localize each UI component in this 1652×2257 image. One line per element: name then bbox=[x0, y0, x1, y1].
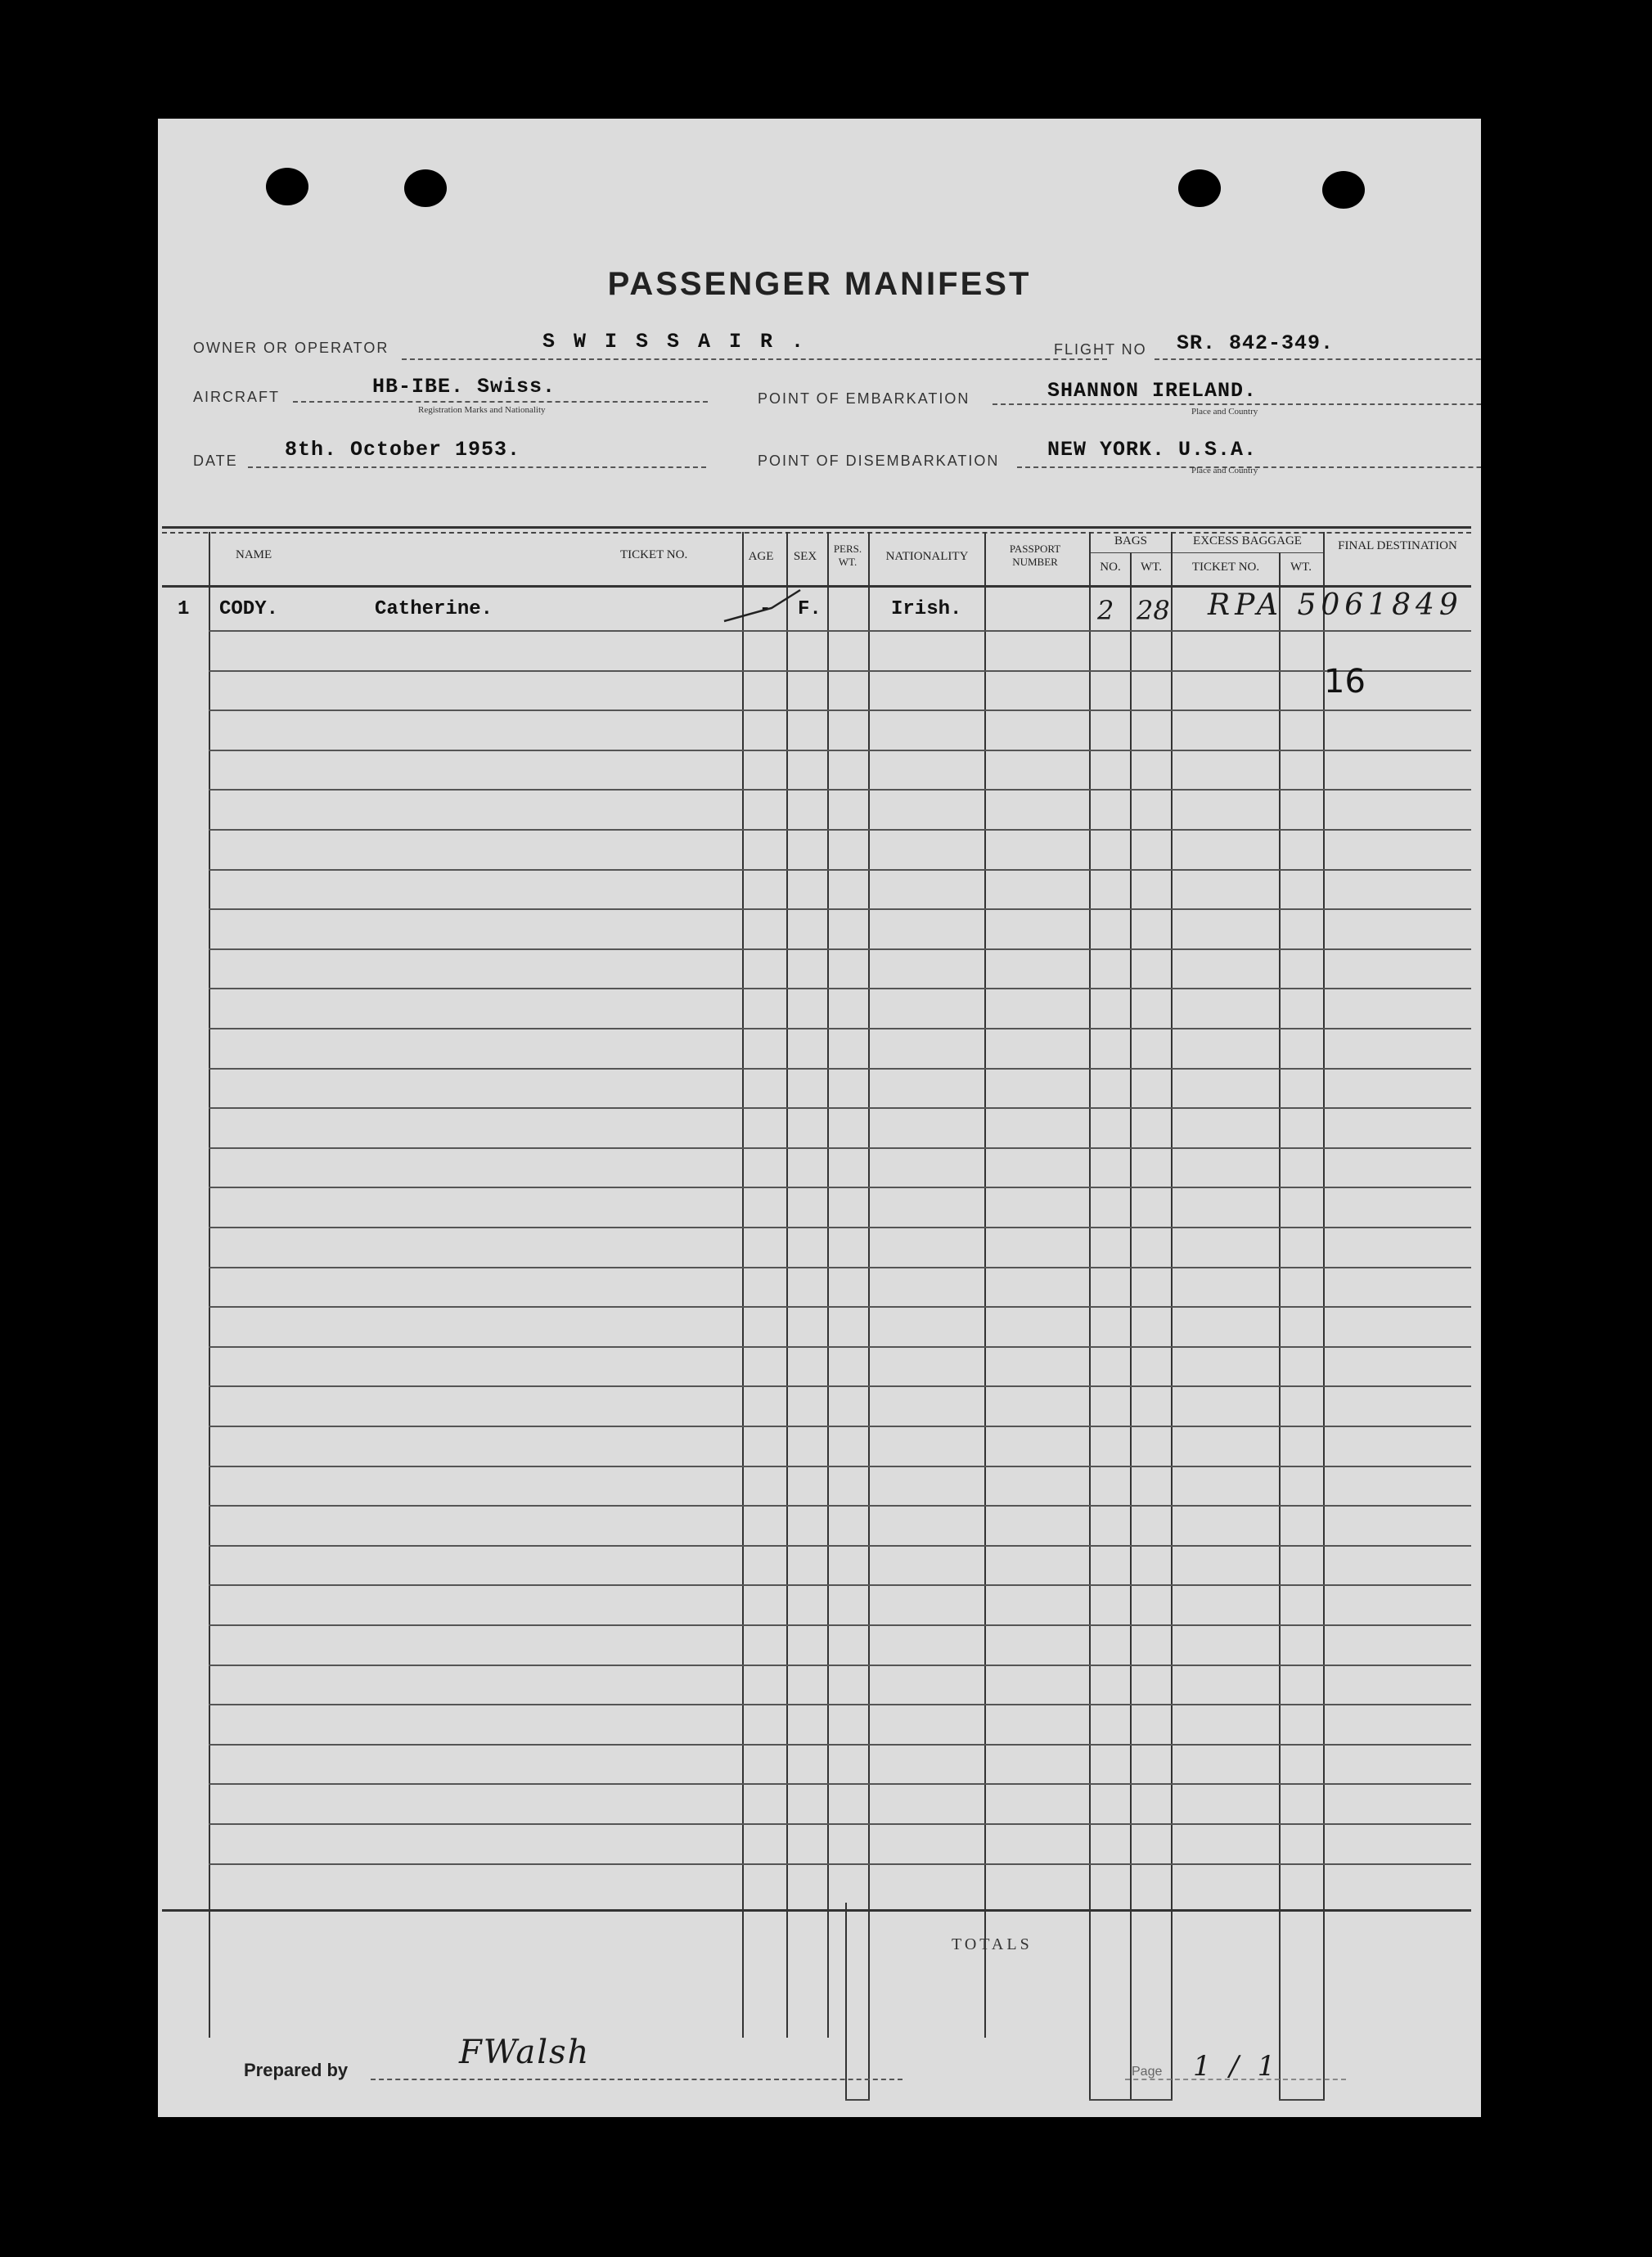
col-divider bbox=[742, 532, 744, 2038]
date-line bbox=[248, 466, 706, 468]
table-row-rule bbox=[209, 1863, 1471, 1865]
table-row-rule bbox=[209, 1426, 1471, 1427]
embark-line bbox=[993, 403, 1481, 405]
table-row-rule bbox=[209, 750, 1471, 751]
date-value: 8th. October 1953. bbox=[285, 438, 521, 462]
punch-hole-icon bbox=[1322, 171, 1365, 209]
bags-number: 2 bbox=[1097, 595, 1114, 626]
page-line bbox=[1125, 2079, 1346, 2080]
aircraft-note: Registration Marks and Nationality bbox=[418, 405, 546, 415]
table-row-rule bbox=[209, 1704, 1471, 1705]
table-row-rule bbox=[209, 1267, 1471, 1268]
totals-wt-bottom bbox=[1279, 2099, 1325, 2101]
col-divider bbox=[827, 532, 829, 2038]
embark-note: Place and Country bbox=[1191, 407, 1258, 417]
table-row-rule bbox=[209, 789, 1471, 791]
col-divider bbox=[1279, 552, 1281, 2038]
disembark-note: Place and Country bbox=[1191, 466, 1258, 475]
col-pers-wt: PERS. WT. bbox=[833, 543, 862, 568]
punch-hole-icon bbox=[266, 168, 308, 205]
table-row-rule bbox=[209, 630, 1471, 632]
page-label: Page bbox=[1132, 2065, 1163, 2079]
col-excess-wt: WT. bbox=[1290, 561, 1312, 574]
row-index: 1 bbox=[178, 598, 190, 620]
table-row-rule bbox=[209, 1147, 1471, 1149]
handwritten-ticket-ref: RPA 5061849 bbox=[1208, 588, 1463, 622]
passenger-given-name: Catherine. bbox=[375, 598, 493, 620]
table-row-rule bbox=[209, 1187, 1471, 1188]
punch-hole-icon bbox=[1178, 169, 1221, 207]
date-label: DATE bbox=[193, 453, 238, 469]
totals-box-bottom bbox=[845, 2099, 870, 2101]
owner-label: OWNER OR OPERATOR bbox=[193, 340, 389, 356]
totals-box-left bbox=[845, 1903, 847, 2099]
table-row-rule bbox=[209, 829, 1471, 831]
manifest-sheet bbox=[158, 119, 1481, 2117]
table-row-rule bbox=[209, 1028, 1471, 1029]
col-nationality: NATIONALITY bbox=[885, 550, 969, 563]
header-bottom-rule bbox=[162, 585, 1471, 588]
table-row-rule bbox=[209, 1783, 1471, 1785]
col-excess-ticket: TICKET NO. bbox=[1191, 561, 1260, 574]
totals-label: TOTALS bbox=[952, 1935, 1033, 1953]
col-divider bbox=[1130, 552, 1132, 2038]
disembark-value: NEW YORK. U.S.A. bbox=[1047, 438, 1258, 462]
disembark-label: POINT OF DISEMBARKATION bbox=[758, 453, 1000, 469]
col-divider bbox=[868, 532, 870, 2038]
table-top-rule-2 bbox=[162, 532, 1471, 534]
table-row-rule bbox=[209, 869, 1471, 871]
stamp-number: 16 bbox=[1324, 663, 1366, 701]
col-bags: BAGS bbox=[1114, 534, 1147, 547]
table-row-rule bbox=[209, 1624, 1471, 1626]
excess-sub-rule bbox=[1173, 552, 1324, 553]
col-final-destination: FINAL DESTINATION bbox=[1338, 539, 1457, 552]
flight-line bbox=[1155, 358, 1481, 360]
table-row-rule bbox=[209, 1744, 1471, 1746]
table-row-rule bbox=[209, 1665, 1471, 1666]
flight-label: FLIGHT NO bbox=[1054, 341, 1147, 358]
table-row-rule bbox=[209, 1306, 1471, 1308]
table-top-rule bbox=[162, 526, 1471, 529]
table-row-rule bbox=[209, 908, 1471, 910]
table-row-rule bbox=[209, 1584, 1471, 1586]
totals-wt-right bbox=[1323, 2038, 1325, 2099]
col-excess: EXCESS BAGGAGE bbox=[1193, 534, 1302, 547]
col-bags-no: NO. bbox=[1100, 561, 1121, 574]
table-row-rule bbox=[209, 670, 1471, 672]
totals-bags-bottom bbox=[1089, 2099, 1173, 2101]
totals-bags-right bbox=[1171, 2038, 1173, 2099]
owner-line bbox=[402, 358, 1107, 360]
table-row-rule bbox=[209, 1068, 1471, 1070]
table-row-rule bbox=[209, 948, 1471, 950]
table-row-rule bbox=[209, 988, 1471, 989]
col-divider bbox=[1323, 532, 1325, 2038]
table-row-rule bbox=[209, 1107, 1471, 1109]
table-row-rule bbox=[209, 1505, 1471, 1507]
page-title: PASSENGER MANIFEST bbox=[607, 266, 1032, 302]
col-divider bbox=[984, 532, 986, 2038]
bags-weight: 28 bbox=[1137, 595, 1170, 626]
table-row-rule bbox=[209, 1227, 1471, 1228]
table-row-rule bbox=[209, 1385, 1471, 1387]
col-sex: SEX bbox=[793, 550, 817, 563]
table-row-rule bbox=[209, 1823, 1471, 1825]
table-bottom-rule bbox=[162, 1909, 1471, 1912]
passenger-sex: F. bbox=[798, 598, 821, 620]
col-ticket: TICKET NO. bbox=[620, 548, 688, 561]
prepared-by-line bbox=[371, 2079, 903, 2080]
aircraft-label: AIRCRAFT bbox=[193, 389, 280, 405]
table-row-rule bbox=[209, 710, 1471, 711]
passenger-surname: CODY. bbox=[219, 598, 279, 620]
flight-value: SR. 842-349. bbox=[1177, 331, 1335, 355]
col-divider bbox=[209, 532, 210, 2038]
prepared-by-label: Prepared by bbox=[244, 2060, 349, 2080]
owner-value: S W I S S A I R . bbox=[542, 330, 808, 354]
table-row-rule bbox=[209, 1545, 1471, 1547]
totals-bags-left bbox=[1089, 2038, 1091, 2099]
col-divider bbox=[1089, 532, 1091, 2038]
table-row-rule bbox=[209, 1466, 1471, 1467]
embark-label: POINT OF EMBARKATION bbox=[758, 390, 970, 407]
col-age: AGE bbox=[748, 550, 774, 563]
totals-box-right bbox=[868, 1903, 870, 2099]
col-name: NAME bbox=[236, 548, 272, 561]
col-divider bbox=[1171, 532, 1173, 2038]
check-mark-icon bbox=[722, 585, 804, 626]
page-value: 1 / 1 bbox=[1193, 2050, 1281, 2083]
passenger-age: - bbox=[759, 598, 772, 620]
table-row-rule bbox=[209, 1346, 1471, 1348]
embark-value: SHANNON IRELAND. bbox=[1047, 379, 1258, 403]
aircraft-line bbox=[293, 401, 708, 403]
aircraft-value: HB-IBE. Swiss. bbox=[372, 375, 556, 399]
signature: FWalsh bbox=[459, 2034, 591, 2071]
punch-hole-icon bbox=[404, 169, 447, 207]
col-passport: PASSPORT NUMBER bbox=[1009, 543, 1061, 568]
col-divider bbox=[786, 532, 788, 2038]
passenger-nationality: Irish. bbox=[891, 598, 962, 620]
col-bags-wt: WT. bbox=[1141, 561, 1162, 574]
